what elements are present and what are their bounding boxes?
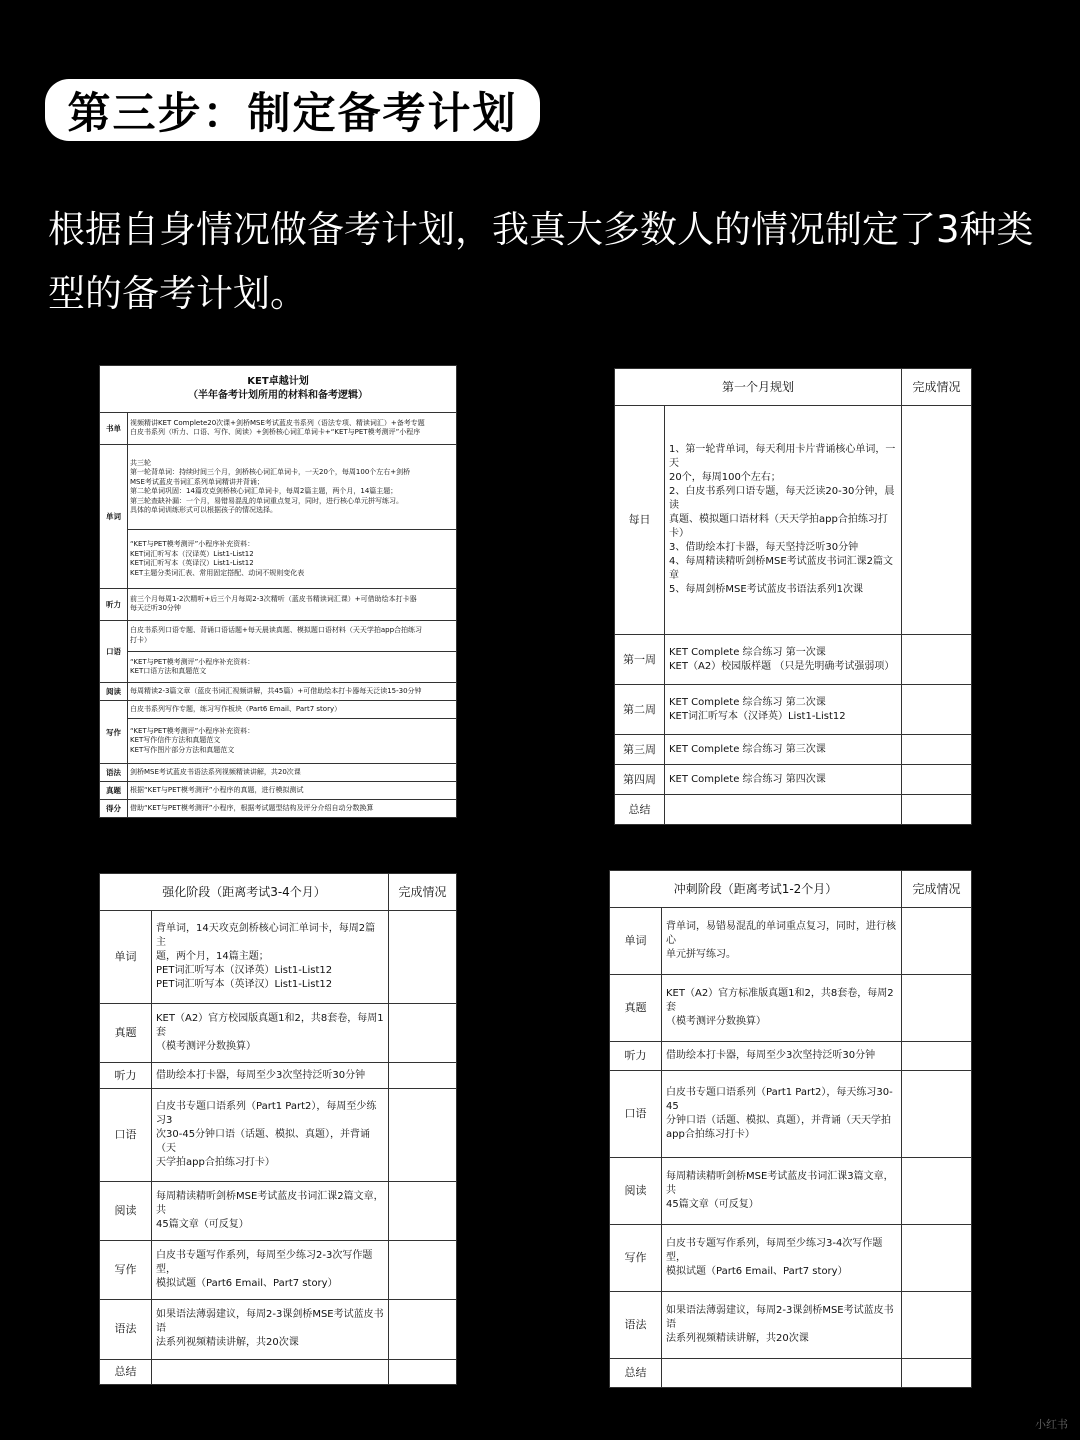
content-line: 单元拼写练习。 — [666, 949, 736, 961]
row-content — [662, 1359, 902, 1388]
row-content — [128, 652, 457, 683]
row-content — [128, 589, 457, 620]
status-cell — [902, 1359, 972, 1388]
table-row — [610, 1291, 972, 1358]
status-cell — [389, 1300, 457, 1359]
row-label: 口语 — [610, 1071, 662, 1157]
status-cell — [902, 1042, 972, 1071]
content-line: KET Complete 综合练习 第二次课 — [669, 696, 826, 708]
status-cell — [902, 795, 972, 825]
row-content — [152, 1359, 389, 1384]
row-content — [152, 1241, 389, 1300]
row-label: 单词 — [100, 911, 152, 1004]
row-content — [662, 1042, 902, 1071]
table-row — [100, 911, 457, 1004]
table-row — [100, 683, 457, 701]
table-header-status: 完成情况 — [902, 369, 972, 406]
content-line: app合拍练习打卡） — [666, 1128, 755, 1140]
table-row — [100, 764, 457, 782]
table-row — [610, 1042, 972, 1071]
row-label: 单词 — [610, 908, 662, 975]
row-label: 每日 — [615, 406, 665, 635]
plan-table-first-month — [614, 368, 972, 825]
content-line: 视频精讲KET Complete20次课+剑桥MSE考试蓝皮书系列（语法专项、精读词汇）+备考专题 — [130, 418, 425, 427]
status-cell — [389, 911, 457, 1004]
watermark: 小红书 — [1035, 1418, 1068, 1431]
table-row — [100, 719, 457, 764]
content-line: KET写作信件方法和真题范文 — [130, 736, 221, 745]
content-line: 45篇文章（可反复） — [666, 1198, 759, 1210]
status-cell — [902, 1224, 972, 1291]
row-content — [662, 1291, 902, 1358]
content-line: KET（A2）官方标准版真题1和2，共8套卷，每周2套 — [666, 988, 894, 1014]
content-line: KET写作图片部分方法和真题范文 — [130, 745, 235, 754]
content-line: 第三轮查缺补漏：一个月，易错易混乱的单词重点复习，同时，进行核心单元拼写练习。 — [130, 496, 403, 505]
row-label: 单词 — [100, 444, 128, 588]
status-cell — [389, 1359, 457, 1384]
table-row — [615, 635, 972, 685]
row-label: 第一周 — [615, 635, 665, 685]
content-line: KET口语方法和真题范文 — [130, 667, 207, 676]
row-content — [128, 413, 457, 444]
content-line: 次30-45分钟口语（话题、模拟、真题），并背诵（天 — [156, 1128, 371, 1154]
row-label: 总结 — [100, 1359, 152, 1384]
row-label: 写作 — [100, 1241, 152, 1300]
row-content — [128, 683, 457, 701]
row-content — [128, 701, 457, 719]
status-cell — [902, 1291, 972, 1358]
content-line: 借助绘本打卡器，每周至少3次坚持泛听30分钟 — [156, 1069, 366, 1081]
row-content — [152, 1063, 389, 1088]
row-content — [665, 795, 902, 825]
table-row — [100, 413, 457, 444]
table-header-title: 强化阶段（距离考试3-4个月） — [100, 874, 389, 911]
row-label: 写作 — [610, 1224, 662, 1291]
row-content — [128, 782, 457, 800]
row-label: 第二周 — [615, 685, 665, 735]
plan-title: KET卓越计划 — [247, 376, 309, 388]
row-content — [152, 1004, 389, 1063]
status-cell — [902, 765, 972, 795]
table-row — [615, 735, 972, 765]
row-content — [662, 908, 902, 975]
content-line: 法系列视频精读讲解，共20次课 — [666, 1333, 809, 1345]
content-line: 每周精读精听剑桥MSE考试蓝皮书词汇课3篇文章，共 — [666, 1170, 894, 1196]
content-line: 根据“KET与PET模考测评”小程序的真题，进行模拟测试 — [130, 785, 304, 794]
content-line: KET词汇听写本（英译汉）List1-List12 — [130, 559, 254, 568]
table-row — [615, 765, 972, 795]
row-content — [128, 719, 457, 764]
table-row — [610, 1359, 972, 1388]
row-label: 阅读 — [100, 683, 128, 701]
row-label: 口语 — [100, 620, 128, 683]
content-line: KET（A2）校园版样题 （只是先明确考试强弱项） — [669, 660, 895, 672]
table-row — [100, 444, 457, 530]
status-cell — [902, 635, 972, 685]
step-title: 第三步：制定备考计划 — [67, 88, 518, 139]
content-line: 每周精读2-3篇文章（蓝皮书词汇视频讲解，共45篇）+可借助绘本打卡器每天泛读15-30分钟 — [130, 687, 422, 696]
content-line: 前三个月每周1-2次精听+后三个月每周2-3次精听（蓝皮书精读词汇课）+可借助绘本打卡器 — [130, 594, 417, 603]
plan-table-ket-excellence — [99, 365, 457, 818]
status-cell — [389, 1241, 457, 1300]
row-content — [662, 1071, 902, 1157]
row-content — [665, 765, 902, 795]
content-line: 法系列视频精读讲解，共20次课 — [156, 1337, 299, 1349]
content-line: MSE考试蓝皮书词汇系列单词精讲并背诵； — [130, 477, 264, 486]
content-line: 20个，每周100个左右； — [669, 472, 781, 484]
content-line: KET词汇听写本（汉译英）List1-List12 — [669, 710, 846, 722]
content-line: 白皮书专题口语系列（Part1 Part2），每周至少练习3 — [156, 1100, 377, 1126]
content-line: 真题、模拟题口语材料（天天学拍app合拍练习打卡） — [669, 514, 888, 540]
table-row — [100, 1241, 457, 1300]
status-cell — [389, 1181, 457, 1240]
status-cell — [902, 908, 972, 975]
status-cell — [389, 1004, 457, 1063]
table-row — [100, 652, 457, 683]
content-line: 45篇文章（可反复） — [156, 1218, 249, 1230]
row-content — [665, 635, 902, 685]
row-content — [665, 685, 902, 735]
content-line: 共三轮 — [130, 458, 151, 467]
content-line: KET Complete 综合练习 第一次课 — [669, 646, 826, 658]
row-content — [152, 1088, 389, 1181]
content-line: 白皮书系列（听力、口语、写作、阅读）+剑桥核心词汇单词卡+“KET与PET模考测评”小程序 — [130, 428, 421, 437]
table-row — [100, 1300, 457, 1359]
row-label: 第四周 — [615, 765, 665, 795]
content-line: 1、第一轮背单词，每天利用卡片背诵核心单词，一天 — [669, 444, 896, 470]
row-content — [128, 620, 457, 651]
row-label: 真题 — [610, 975, 662, 1042]
table-header-status: 完成情况 — [902, 871, 972, 908]
content-line: 背单词，14天攻克剑桥核心词汇单词卡，每周2篇主 — [156, 923, 376, 949]
content-line: 题，两个月，14篇主题； — [156, 951, 269, 963]
content-line: “KET与PET模考测评”小程序补充资料： — [130, 540, 255, 549]
intro-text: 根据自身情况做备考计划，我真大多数人的情况制定了3种类型的备考计划。 — [48, 208, 1034, 315]
content-line: PET词汇听写本（英译汉）List1-List12 — [156, 979, 333, 991]
content-line: 背单词，易错易混乱的单词重点复习，同时，进行核心 — [666, 921, 896, 947]
row-label: 听力 — [610, 1042, 662, 1071]
row-content — [665, 735, 902, 765]
status-cell — [902, 735, 972, 765]
content-line: 打卡） — [130, 635, 151, 644]
content-line: 白皮书专题口语系列（Part1 Part2），每天练习30-45 — [666, 1086, 893, 1112]
content-line: 分钟口语（话题、模拟、真题），并背诵（天天学拍 — [666, 1114, 891, 1126]
row-content — [665, 406, 902, 635]
content-line: 如果语法薄弱建议，每周2-3课剑桥MSE考试蓝皮书语 — [156, 1309, 384, 1335]
content-line: 白皮书专题写作系列，每周至少练习3-4次写作题型， — [666, 1237, 883, 1263]
table-row — [610, 1224, 972, 1291]
table-row — [610, 908, 972, 975]
row-label: 语法 — [100, 1300, 152, 1359]
table-row — [610, 1071, 972, 1157]
row-label: 听力 — [100, 1063, 152, 1088]
row-label: 得分 — [100, 800, 128, 818]
content-line: KET Complete 综合练习 第三次课 — [669, 743, 826, 755]
row-label: 口语 — [100, 1088, 152, 1181]
table-header-status: 完成情况 — [389, 874, 457, 911]
row-content — [128, 444, 457, 530]
content-line: KET Complete 综合练习 第四次课 — [669, 773, 826, 785]
table-header-title: 冲刺阶段（距离考试1-2个月） — [610, 871, 902, 908]
row-label: 第三周 — [615, 735, 665, 765]
table-row — [100, 1181, 457, 1240]
plan-table-header — [100, 366, 457, 413]
content-line: 2、白皮书系列口语专题，每天泛读20-30分钟，晨读 — [669, 486, 895, 512]
content-line: 白皮书系列写作专题，练习写作板块（Part6 Email、Part7 story） — [130, 705, 342, 714]
status-cell — [902, 1071, 972, 1157]
row-label: 阅读 — [100, 1181, 152, 1240]
row-content — [152, 1181, 389, 1240]
table-row — [100, 620, 457, 651]
content-line: 剑桥MSE考试蓝皮书语法系列视频精读讲解，共20次课 — [130, 767, 301, 776]
content-line: 5、每周剑桥MSE考试蓝皮书语法系列1次课 — [669, 584, 864, 596]
row-label: 语法 — [100, 764, 128, 782]
table-row — [100, 800, 457, 818]
row-content — [128, 530, 457, 589]
content-line: （模考测评分数换算） — [666, 1016, 766, 1028]
row-content — [128, 764, 457, 782]
row-content — [128, 800, 457, 818]
content-line: 借助绘本打卡器，每周至少3次坚持泛听30分钟 — [666, 1050, 876, 1062]
content-line: 白皮书专题写作系列，每周至少练习2-3次写作题型， — [156, 1250, 373, 1276]
content-line: “KET与PET模考测评”小程序补充资料： — [130, 726, 255, 735]
content-line: 3、借助绘本打卡器，每天坚持泛听30分钟 — [669, 542, 859, 554]
step-title-badge — [45, 79, 540, 141]
table-row — [100, 1004, 457, 1063]
plan-table-sprint — [609, 870, 972, 1388]
row-content — [662, 1157, 902, 1224]
content-line: 模拟试题（Part6 Email、Part7 story） — [666, 1265, 848, 1277]
table-row — [615, 795, 972, 825]
content-line: 每天泛听30分钟 — [130, 604, 181, 613]
row-content — [152, 911, 389, 1004]
content-line: KET（A2）官方校园版真题1和2，共8套卷，每周1套 — [156, 1013, 384, 1039]
plan-table-intensive — [99, 873, 457, 1385]
row-label: 听力 — [100, 589, 128, 620]
content-line: 4、每周精读精听剑桥MSE考试蓝皮书词汇课2篇文章 — [669, 556, 894, 582]
content-line: 第一轮背单词：持续时间三个月，剑桥核心词汇单词卡，一天20个，每周100个左右+剑桥 — [130, 468, 411, 477]
plan-subtitle: （半年备考计划所用的材料和备考逻辑） — [188, 390, 368, 402]
table-header-title: 第一个月规划 — [615, 369, 902, 406]
table-row — [100, 530, 457, 589]
row-content — [662, 1224, 902, 1291]
table-row — [100, 701, 457, 719]
status-cell — [902, 975, 972, 1042]
content-line: 天学拍app合拍练习打卡） — [156, 1156, 275, 1168]
content-line: 第二轮单词巩固：14篇攻克剑桥核心词汇单词卡，每周2篇主题，两个月，14篇主题； — [130, 487, 398, 496]
table-row — [100, 782, 457, 800]
row-label: 真题 — [100, 1004, 152, 1063]
content-line: 白皮书系列口语专题、背诵口语话题+每天晨读真题、模拟题口语材料（天天学拍app合拍练习 — [130, 626, 423, 635]
row-label: 真题 — [100, 782, 128, 800]
table-row — [100, 1088, 457, 1181]
content-line: KET词汇听写本（汉译英）List1-List12 — [130, 549, 254, 558]
row-label: 总结 — [610, 1359, 662, 1388]
status-cell — [389, 1063, 457, 1088]
row-content — [662, 975, 902, 1042]
content-line: “KET与PET模考测评”小程序补充资料： — [130, 657, 255, 666]
row-label: 阅读 — [610, 1157, 662, 1224]
content-line: KET主题分类词汇表、常用固定搭配、动词不规则变化表 — [130, 568, 305, 577]
status-cell — [389, 1088, 457, 1181]
content-line: 借助“KET与PET模考测评”小程序，根据考试题型结构及评分介绍自动分数换算 — [130, 803, 374, 812]
content-line: PET词汇听写本（汉译英）List1-List12 — [156, 965, 333, 977]
content-line: （模考测评分数换算） — [156, 1041, 256, 1053]
table-row — [610, 975, 972, 1042]
row-content — [152, 1300, 389, 1359]
status-cell — [902, 1157, 972, 1224]
status-cell — [902, 406, 972, 635]
row-label: 书单 — [100, 413, 128, 444]
status-cell — [902, 685, 972, 735]
row-label: 语法 — [610, 1291, 662, 1358]
content-line: 每周精读精听剑桥MSE考试蓝皮书词汇课2篇文章，共 — [156, 1190, 384, 1216]
table-row — [615, 685, 972, 735]
row-label: 写作 — [100, 701, 128, 764]
content-line: 模拟试题（Part6 Email、Part7 story） — [156, 1278, 338, 1290]
row-label: 总结 — [615, 795, 665, 825]
table-row — [100, 589, 457, 620]
table-row — [100, 1359, 457, 1384]
table-row — [100, 1063, 457, 1088]
content-line: 具体的单词训练形式可以根据孩子的情况选择。 — [130, 506, 277, 515]
table-row — [615, 406, 972, 635]
table-row — [610, 1157, 972, 1224]
content-line: 如果语法薄弱建议，每周2-3课剑桥MSE考试蓝皮书语 — [666, 1305, 894, 1331]
